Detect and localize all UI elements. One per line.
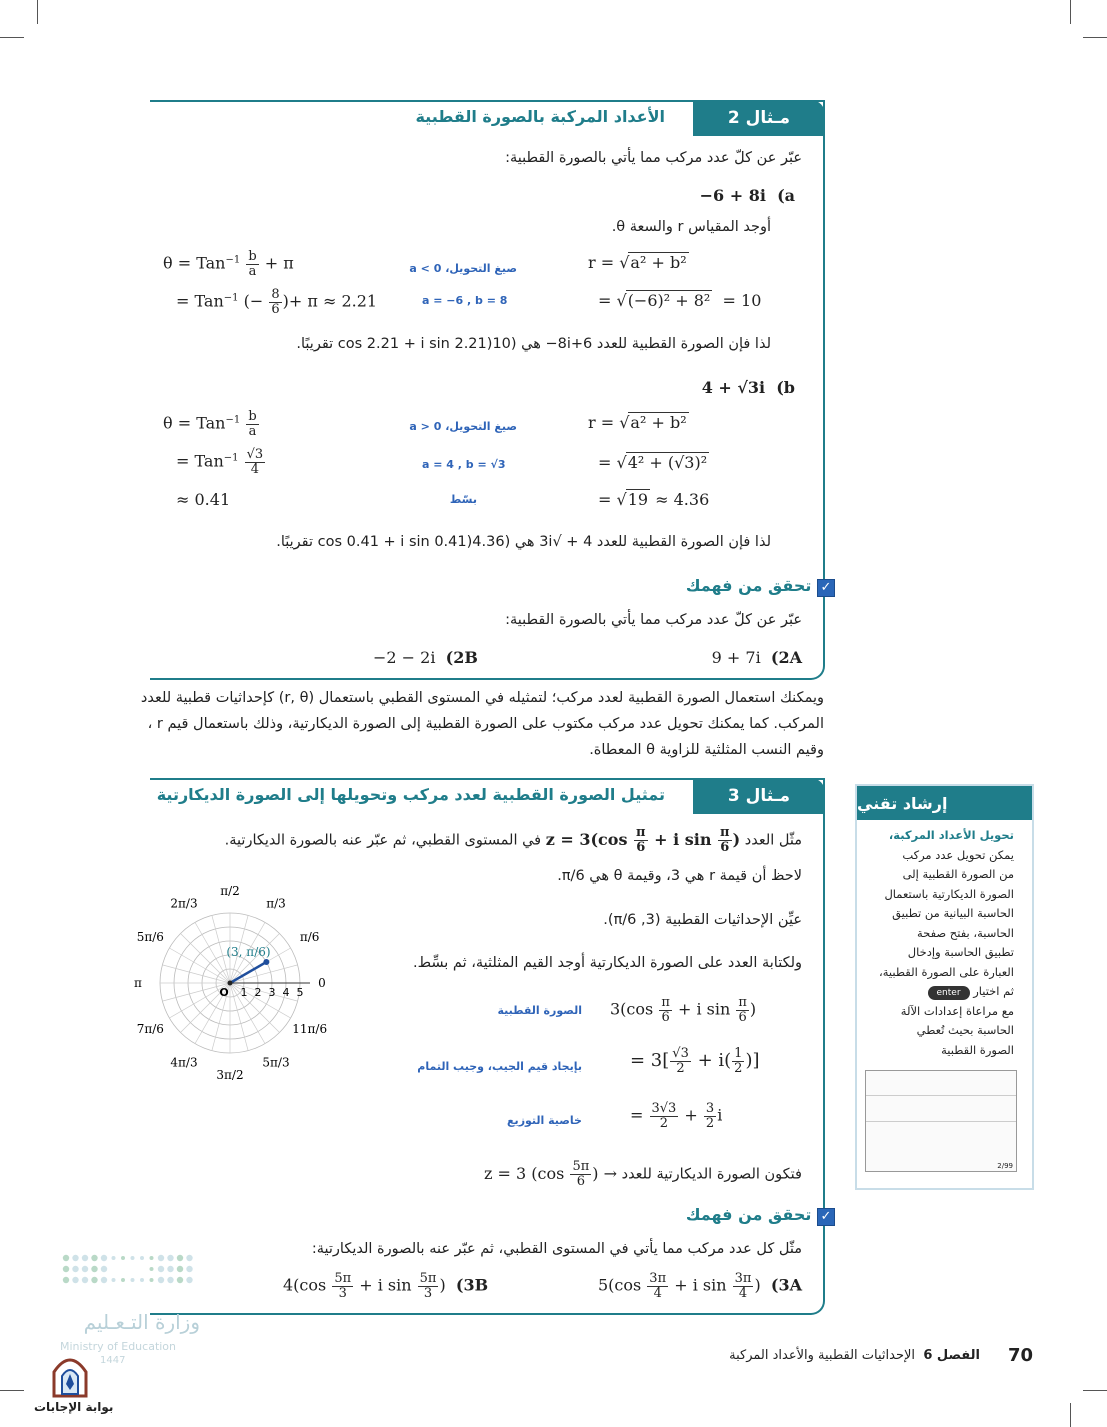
- angle-label: 4π/3: [170, 1055, 198, 1070]
- example-2b-theta1: θ = Tan$^{-1}$ $\frac{b}{a}$: [163, 409, 257, 439]
- watermark-text: بوابة الإجابات: [34, 1400, 114, 1414]
- example-3-step1: 3(cos $\frac{\pi}{6}$ + i sin $\frac{\pi}{6}$ ): [610, 995, 757, 1025]
- example-2b-r3: = √19 ≈ 4.36: [598, 490, 710, 509]
- angle-label: π/2: [220, 884, 240, 898]
- example-2a-result: لذا فإن الصورة القطبية للعدد 8i+6− هي (10(cos 2.21 + i sin 2.21 تقريبًا.: [296, 336, 771, 352]
- crop-mark: [37, 0, 38, 24]
- angle-label: π/6: [299, 930, 320, 944]
- example-3-conclusion: فتكون الصورة الديكارتية للعدد z = 3 (cos $\frac{5\pi}{6}$ ) →: [484, 1159, 802, 1189]
- check-2-q3a: 5(cos $\frac{3\pi}{4}$ + i sin $\frac{3\pi}{4}$ ) (3A: [597, 1271, 802, 1301]
- sidebar-line: الحاسبة بحيث تُعطي: [916, 1023, 1014, 1037]
- polar-ray: [230, 965, 298, 983]
- example-3-intro: مثّل العدد z = 3(cos $\frac{\pi}{6}$ + i sin $\frac{\pi}{6}$ ) في المستوى القطبي، ثم عبّر عنه بالصورة الديكارتية.: [224, 825, 802, 855]
- crop-mark: [1070, 1403, 1071, 1427]
- point-label: (3, π/6): [226, 945, 271, 959]
- paragraph-line-2: المركب. كما يمكنك تحويل عدد مركب مكتوب على الصورة القطبية إلى الصورة الديكارتية، وذلك باستعمال قيم r ،: [147, 716, 824, 732]
- example-2a-r2: = √(−6)² + 8² = 10: [598, 291, 762, 310]
- watermark-logo: [48, 1350, 92, 1398]
- angle-label: π/3: [266, 896, 286, 911]
- angle-label: 0: [318, 976, 326, 990]
- polar-ray: [169, 948, 230, 983]
- crop-mark: [0, 37, 24, 38]
- polar-ray: [195, 922, 230, 983]
- example-2b-note2: a = 4 , b = √3: [422, 458, 506, 471]
- crop-mark: [1083, 37, 1107, 38]
- crop-mark: [1083, 1390, 1107, 1391]
- chapter-footer: الفصل 6 الإحداثيات القطبية والأعداد المركبة: [729, 1348, 980, 1363]
- radial-label: 4: [282, 986, 290, 999]
- pole-point: [228, 981, 233, 986]
- calculator-screen: [865, 1070, 1017, 1172]
- page-number: 70: [1008, 1345, 1034, 1366]
- example-2a-theta2: = Tan$^{-1}$ (− $\frac{8}{6}$ )+ π ≈ 2.21: [176, 287, 378, 317]
- screen-counter: 2/99: [997, 1162, 1013, 1170]
- polar-ray: [162, 965, 230, 983]
- angle-label: 5π/6: [136, 930, 164, 944]
- example-3-step2-note: بإيجاد قيم الجيب، وجيب التمام: [417, 1060, 582, 1073]
- example-2-tab: مـثال 2: [693, 100, 825, 136]
- paragraph-line-3: وقيم النسب المثلثية للزاوية θ المعطاة.: [589, 742, 824, 758]
- example-2b-note3: بسّط: [449, 493, 477, 506]
- sidebar-title: إرشاد تقني: [857, 786, 1032, 820]
- angle-label: 11π/6: [292, 1022, 328, 1036]
- tech-tip-sidebar: [855, 784, 1034, 1190]
- example-3-header: [150, 778, 825, 814]
- example-3-step1-note: الصورة القطبية: [497, 1004, 582, 1017]
- example-2b-theta3: ≈ 0.41: [176, 490, 231, 509]
- example-3-tab: مـثال 3: [693, 778, 825, 814]
- crop-mark: [0, 1390, 24, 1391]
- radial-label: 2: [254, 986, 262, 999]
- example-2b-result: لذا فإن الصورة القطبية للعدد 4 + √3i هي (4.36(cos 0.41 + i sin 0.41 تقريبًا.: [276, 534, 771, 550]
- sidebar-line: تطبيق الحاسبة وإدخال: [907, 945, 1014, 959]
- example-2a-r1: r = √a² + b²: [588, 253, 687, 272]
- sidebar-line: العبارة على الصورة القطبية،: [879, 964, 1014, 979]
- sidebar-line: من الصورة القطبية إلى: [902, 867, 1014, 881]
- checkmark-icon: ✓: [817, 579, 835, 597]
- angle-label: 5π/3: [262, 1055, 290, 1070]
- sidebar-line: مع مراعاة إعدادات الآلة: [900, 1003, 1014, 1018]
- example-3-title: تمثيل الصورة القطبية لعدد مركب وتحويلها إلى الصورة الديكارتية: [156, 785, 665, 804]
- example-2a-note2: a = −6 , b = 8: [422, 294, 508, 307]
- ministry-year: 1447: [100, 1355, 126, 1366]
- ministry-ar: وزارة التـعـليم: [83, 1310, 200, 1334]
- example-2b-label: 4 + √3i (b: [701, 378, 795, 397]
- angle-label: 2π/3: [170, 896, 198, 911]
- example-2-header: [150, 100, 825, 136]
- example-2-intro: عبّر عن كلّ عدد مركب مما يأتي بالصورة القطبية:: [505, 150, 802, 166]
- example-3-step3-note: خاصية التوزيع: [507, 1114, 582, 1127]
- check-1-q2a: 9 + 7i (2A: [711, 648, 802, 667]
- example-3-plot-text: عيِّن الإحداثيات القطبية (3, π/6).: [603, 912, 802, 928]
- example-2b-r2: = √4² + (√3)²: [598, 453, 708, 472]
- sidebar-line: يمكن تحويل عدد مركب: [902, 847, 1014, 862]
- sidebar-enter-line: ثم اختيار enter: [863, 982, 1014, 1002]
- polar-graph: [130, 870, 330, 1100]
- example-2-title: الأعداد المركبة بالصورة القطبية: [415, 107, 665, 126]
- check-1-heading: ✓ تحقق من فهمك: [686, 576, 835, 597]
- check-2-q3b: 4(cos $\frac{5\pi}{3}$ + i sin $\frac{5\pi}{3}$ ) (3B: [283, 1271, 489, 1301]
- example-3-step3: = $\frac{3√3}{2}$ + $\frac{3}{2}$ i: [630, 1101, 723, 1131]
- radial-label: 5: [296, 986, 304, 999]
- radial-label: 3: [268, 986, 276, 999]
- example-3-note-values: لاحظ أن قيمة r هي 3، وقيمة θ هي π/6.: [557, 868, 802, 884]
- check-2-heading: ✓ تحقق من فهمك: [686, 1205, 835, 1226]
- example-2a-label: −6 + 8i (a: [699, 186, 795, 205]
- ministry-en: Ministry of Education: [60, 1340, 177, 1353]
- example-2a-find: أوجد المقياس r والسعة θ.: [611, 219, 771, 235]
- angle-label: 7π/6: [136, 1022, 164, 1036]
- example-2a-note1: صيغ التحويل، a < 0: [409, 262, 517, 275]
- radial-label: O: [219, 986, 229, 999]
- example-3-step2: = 3[ $\frac{√3}{2}$ + i( $\frac{1}{2}$ )]: [630, 1046, 760, 1076]
- plotted-point: [263, 959, 269, 965]
- polar-ray: [181, 934, 230, 983]
- example-2b-note1: صيغ التحويل، a > 0: [409, 420, 517, 433]
- paragraph-line-1: ويمكنك استعمال الصورة القطبية لعدد مركب؛ لتمثيله في المستوى القطبي باستعمال (r, θ) كإحداثيات قطبية للعدد: [140, 690, 824, 706]
- sidebar-line: الحاسبة البيانية من تطبيق: [892, 906, 1014, 920]
- sidebar-line: الحاسبة، بفتح صفحة: [916, 925, 1014, 940]
- example-2b-r1: r = √a² + b²: [588, 413, 687, 432]
- sidebar-line: الصورة الديكارتية باستعمال: [884, 886, 1014, 901]
- angle-label: π: [134, 976, 142, 990]
- sidebar-line: الصورة القطبية: [941, 1042, 1014, 1057]
- check-2-intro: مثّل كل عدد مركب مما يأتي في المستوى القطبي، ثم عبّر عنه بالصورة الديكارتية:: [311, 1241, 802, 1257]
- enter-key: enter: [928, 986, 970, 1000]
- angle-label: 3π/2: [216, 1068, 244, 1082]
- polar-grid: [160, 913, 310, 1053]
- example-2b-theta2: = Tan$^{-1}$ $\frac{√3}{4}$: [176, 447, 264, 477]
- sidebar-subtitle: تحويل الأعداد المركبة،: [888, 828, 1014, 842]
- check-1-q2b: −2 − 2i (2B: [373, 648, 478, 667]
- check-1-intro: عبّر عن كلّ عدد مركب مما يأتي بالصورة القطبية:: [505, 612, 802, 628]
- example-2a-theta1: θ = Tan$^{-1}$ $\frac{b}{a}$ + π: [163, 249, 294, 279]
- example-3-convert-text: ولكتابة العدد على الصورة الديكارتية أوجد القيم المثلثية، ثم بسِّط.: [412, 955, 802, 971]
- checkmark-icon: ✓: [817, 1208, 835, 1226]
- ministry-logo-dots: [60, 1250, 200, 1290]
- radial-label: 1: [240, 986, 248, 999]
- crop-mark: [1070, 0, 1071, 24]
